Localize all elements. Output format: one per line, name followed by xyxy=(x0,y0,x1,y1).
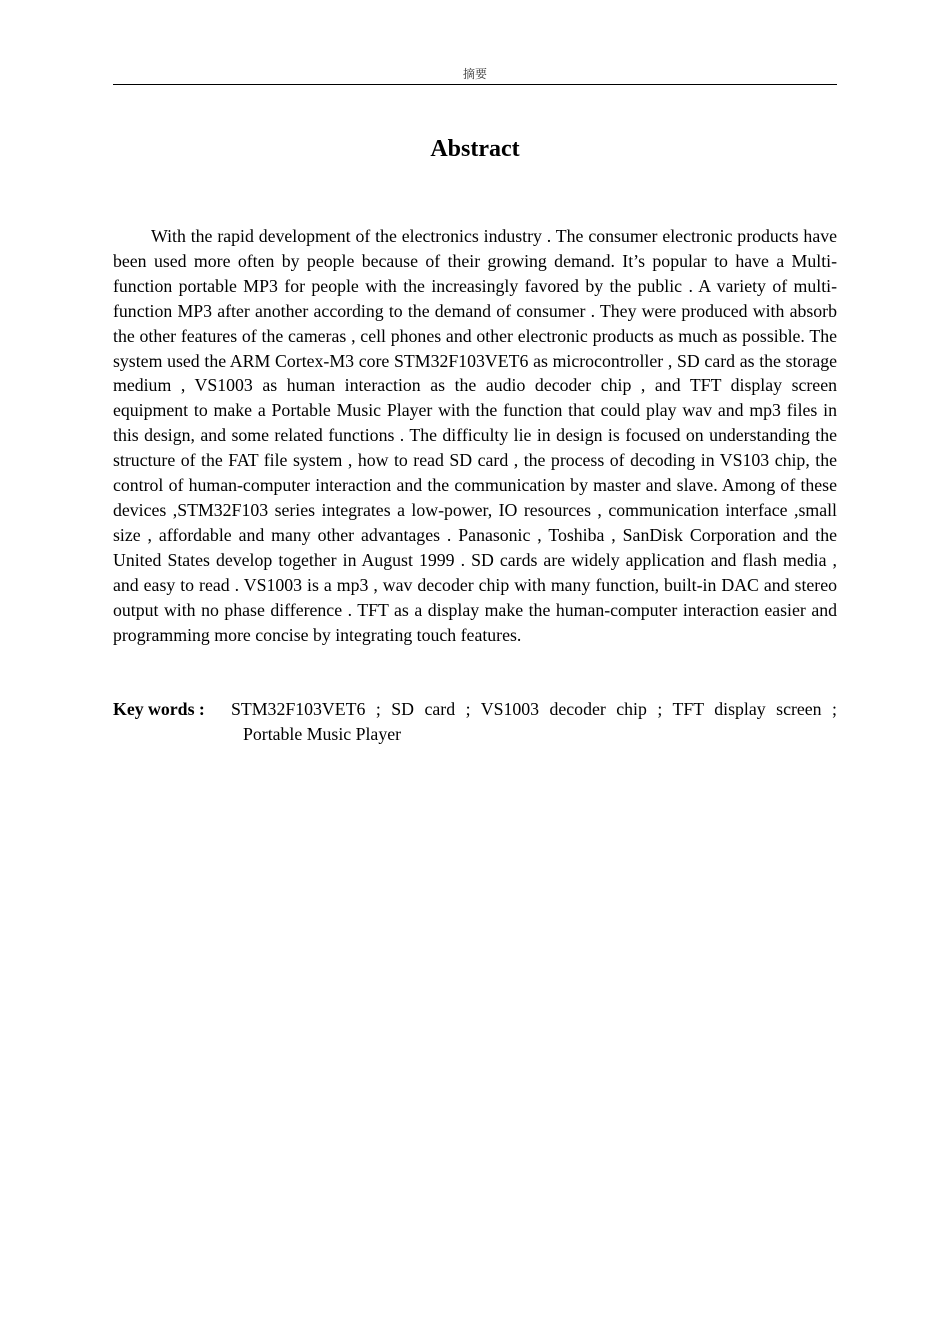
keywords-line-1: STM32F103VET6 ; SD card ; VS1003 decoder chip ; TFT display screen ; xyxy=(231,699,837,719)
keywords-label: Key words : xyxy=(113,699,205,719)
page-title: Abstract xyxy=(430,136,520,162)
keywords-section xyxy=(113,697,837,747)
keywords-line-2: Portable Music Player xyxy=(243,723,402,744)
header-text: 摘要 xyxy=(462,67,487,81)
abstract-paragraph: With the rapid development of the electronics industry . The consumer electronic products have been used more often by people because of their growing demand. It’s popular to have a Multi-function portable MP3 for people with the increasingly favored by the public . A variety of multi-function MP3 after another according to the demand of consumer . They were produced with absorb the other features of the cameras , cell phones and other electronic products as much as possible. The system used the ARM Cortex-M3 core STM32F103VET6 as microcontroller , SD card as the storage medium , VS1003 as human interaction as the audio decoder chip , and TFT display screen equipment to make a Portable Music Player with the function that could play wav and mp3 files in this design, and some related functions . The difficulty lie in design is focused on understanding the structure of the FAT file system , how to read SD card , the process of decoding in VS103 chip, the control of human-computer interaction and the communication by master and slave. Among of these devices ,STM32F103 series integrates a low-power, IO resources , communication interface ,small size , affordable and many other advantages . Panasonic , Toshiba , SanDisk Corporation and the United States develop together in August 1999 . SD cards are widely application and flash media , and easy to read . VS1003 is a mp3 , wav decoder chip with many function, built-in DAC and stereo output with no phase difference . TFT as a display make the human-computer interaction easier and programming more concise by integrating touch features. xyxy=(113,226,837,645)
running-header xyxy=(113,64,837,85)
